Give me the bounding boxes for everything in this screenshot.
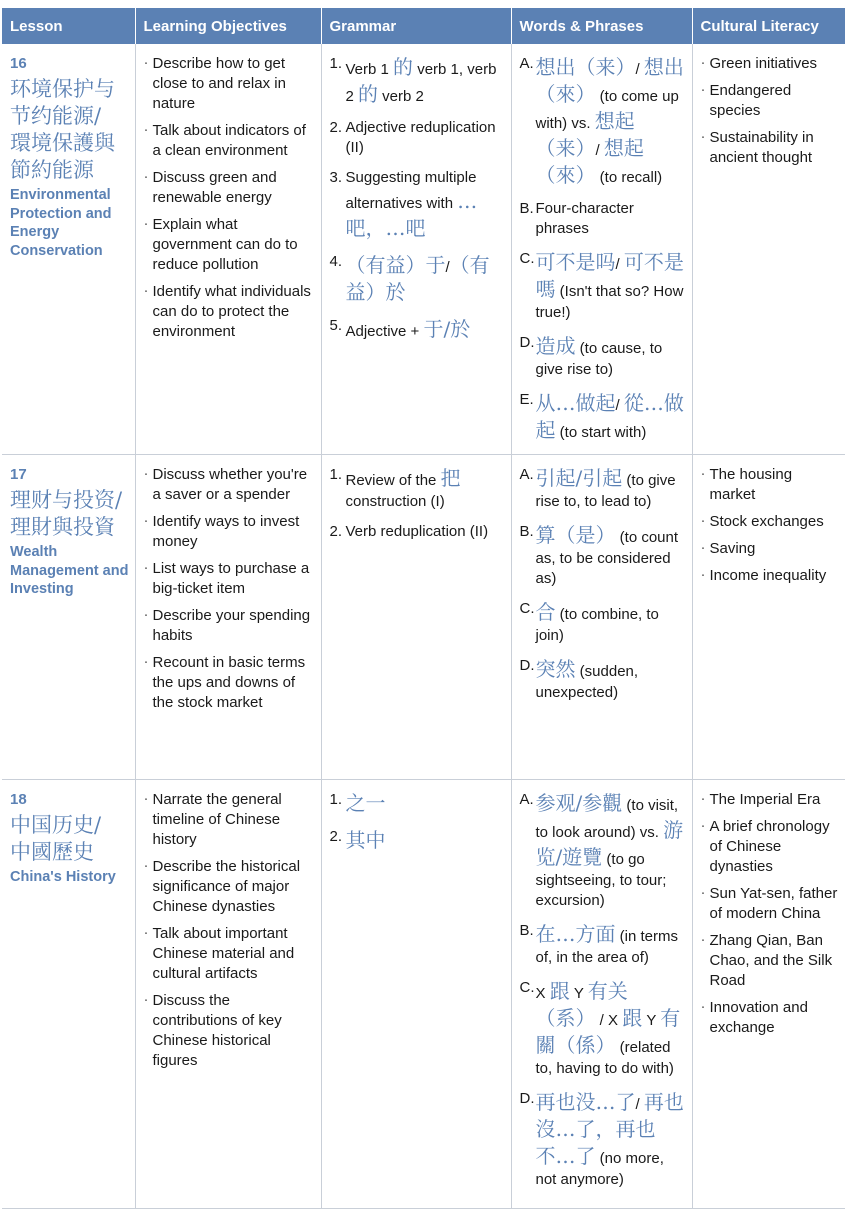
item-marker: E. bbox=[519, 391, 534, 408]
term-text: / bbox=[615, 397, 624, 414]
culture-cell bbox=[692, 780, 845, 1209]
chinese-term: 其中 bbox=[345, 828, 386, 852]
culture-item: · Stock exchanges bbox=[701, 512, 842, 532]
lesson-title-english: Wealth Management and Investing bbox=[10, 544, 129, 597]
culture-item: · A brief chronology of Chinese dynasties bbox=[701, 817, 842, 877]
item-marker: 5. bbox=[329, 317, 343, 334]
chinese-term: …吧，…吧 bbox=[345, 189, 478, 240]
term-text: (to come up with) vs. bbox=[535, 88, 679, 132]
chinese-term: 可不是吗 bbox=[535, 250, 616, 274]
culture-item: · Zhang Qian, Ban Chao, and the Silk Road bbox=[701, 931, 842, 991]
term-text: (to recall) bbox=[595, 169, 663, 186]
term-text: Four-character phrases bbox=[535, 200, 634, 237]
term-text: / bbox=[635, 61, 644, 78]
term-text: (to cause, to give rise to) bbox=[535, 340, 663, 378]
chinese-term: 再也沒…了，再也不…了 bbox=[535, 1090, 684, 1168]
item-marker: 2. bbox=[329, 828, 343, 845]
item-marker: 2. bbox=[329, 523, 343, 540]
word-item bbox=[520, 522, 688, 589]
term-text: Verb 1 bbox=[345, 61, 394, 78]
item-marker: D. bbox=[519, 1090, 535, 1107]
chinese-term: 從…做起 bbox=[535, 391, 684, 442]
objective-item: · Recount in basic terms the ups and downs of the stock market bbox=[144, 653, 317, 713]
objective-item: · Discuss whether you're a saver or a spender bbox=[144, 465, 317, 505]
header-row bbox=[2, 8, 845, 44]
objective-item: · Talk about important Chinese material and cultural artifacts bbox=[144, 924, 317, 984]
grammar-item bbox=[330, 118, 507, 158]
term-text: (to give rise to, to lead to) bbox=[535, 472, 676, 510]
item-marker: C. bbox=[519, 250, 535, 267]
culture-list bbox=[701, 54, 842, 168]
item-marker: D. bbox=[519, 657, 535, 674]
grammar-cell bbox=[321, 455, 511, 780]
word-item bbox=[520, 465, 688, 512]
words-list bbox=[520, 465, 688, 703]
word-item bbox=[520, 54, 688, 189]
lesson-title-english: Environmental Protection and Energy Conservation bbox=[10, 187, 112, 259]
term-text: (to combine, to join) bbox=[535, 606, 659, 644]
term-text: Adjective reduplication (II) bbox=[345, 119, 496, 156]
chinese-term: 合 bbox=[535, 600, 556, 624]
item-marker: 3. bbox=[329, 169, 343, 186]
word-item bbox=[520, 199, 688, 239]
objectives-list bbox=[144, 790, 317, 1071]
lesson-title-simplified: 理财与投资/ bbox=[10, 488, 123, 512]
term-text: Y bbox=[569, 985, 588, 1002]
header-grammar: Grammar bbox=[321, 8, 511, 44]
item-marker: 4. bbox=[329, 253, 343, 270]
grammar-cell bbox=[321, 44, 511, 455]
words-list bbox=[520, 790, 688, 1190]
term-text: (to visit, to look around) vs. bbox=[535, 797, 679, 841]
objective-item: · Describe how to get close to and relax in nature bbox=[144, 54, 317, 114]
term-text: Verb reduplication (II) bbox=[345, 523, 489, 540]
objectives-cell bbox=[135, 44, 321, 455]
item-marker: C. bbox=[519, 600, 535, 617]
objective-item: · Discuss the contributions of key Chinese historical figures bbox=[144, 991, 317, 1071]
word-item bbox=[520, 333, 688, 380]
lesson-cell bbox=[2, 44, 135, 455]
objective-item: · Identify what individuals can do to protect the environment bbox=[144, 282, 317, 342]
grammar-list bbox=[330, 790, 507, 854]
header-words: Words & Phrases bbox=[511, 8, 692, 44]
culture-item: · Saving bbox=[701, 539, 842, 559]
word-item bbox=[520, 599, 688, 646]
lesson-number: 16 bbox=[10, 55, 27, 72]
objective-item: · Narrate the general timeline of Chinese history bbox=[144, 790, 317, 850]
item-marker: C. bbox=[519, 979, 535, 996]
header-culture: Cultural Literacy bbox=[692, 8, 845, 44]
words-list bbox=[520, 54, 688, 444]
item-marker: 2. bbox=[329, 119, 343, 136]
chinese-term: 参观/参觀 bbox=[535, 791, 623, 815]
syllabus-table bbox=[2, 8, 845, 1209]
chinese-term: 再也没…了 bbox=[535, 1090, 636, 1114]
lesson-row bbox=[2, 44, 845, 455]
item-marker: B. bbox=[519, 523, 534, 540]
lesson-title-english: China's History bbox=[10, 869, 116, 885]
chinese-term: 有关（系） bbox=[535, 979, 628, 1030]
lesson-number: 17 bbox=[10, 466, 27, 483]
chinese-term: 的 bbox=[393, 55, 414, 79]
term-text: (in terms of, in the area of) bbox=[535, 928, 679, 966]
word-item bbox=[520, 249, 688, 323]
lesson-title-traditional: 理財與投資 bbox=[10, 515, 115, 539]
item-marker: D. bbox=[519, 334, 535, 351]
term-text: Suggesting multiple alternatives with bbox=[345, 169, 477, 212]
term-text: X bbox=[535, 985, 550, 1002]
term-text: construction (I) bbox=[345, 493, 445, 510]
culture-item: · Income inequality bbox=[701, 566, 842, 586]
culture-cell bbox=[692, 44, 845, 455]
item-marker: A. bbox=[519, 55, 534, 72]
grammar-item bbox=[330, 790, 507, 817]
term-text: / bbox=[615, 256, 624, 273]
chinese-term: 有關（係） bbox=[535, 1006, 681, 1057]
word-item bbox=[520, 656, 688, 703]
item-marker: B. bbox=[519, 922, 534, 939]
word-item bbox=[520, 1089, 688, 1190]
lesson-title-traditional: 環境保護與節約能源 bbox=[10, 131, 115, 182]
objective-item: · List ways to purchase a big-ticket item bbox=[144, 559, 317, 599]
words-cell bbox=[511, 455, 692, 780]
word-item bbox=[520, 790, 688, 911]
chinese-term: 想起（來） bbox=[535, 136, 644, 187]
chinese-term: 突然 bbox=[535, 657, 576, 681]
culture-item: · The housing market bbox=[701, 465, 842, 505]
words-cell bbox=[511, 44, 692, 455]
chinese-term: 引起/引起 bbox=[535, 466, 623, 490]
culture-item: · Sustainability in ancient thought bbox=[701, 128, 842, 168]
lesson-title-traditional: 中國歷史 bbox=[10, 840, 94, 864]
lesson-row bbox=[2, 455, 845, 780]
word-item bbox=[520, 921, 688, 968]
term-text: (Isn't that so? How true!) bbox=[535, 283, 684, 321]
chinese-term: 游览/遊覽 bbox=[535, 818, 684, 869]
chinese-term: （有益）於 bbox=[345, 253, 490, 304]
term-text: (sudden, unexpected) bbox=[535, 663, 639, 701]
grammar-item bbox=[330, 522, 507, 542]
lesson-title-simplified: 中国历史/ bbox=[10, 813, 102, 837]
culture-item: · Sun Yat-sen, father of modern China bbox=[701, 884, 842, 924]
objective-item: · Describe the historical significance of major Chinese dynasties bbox=[144, 857, 317, 917]
culture-cell bbox=[692, 455, 845, 780]
item-marker: 1. bbox=[329, 791, 343, 808]
objectives-list bbox=[144, 54, 317, 342]
objective-item: · Talk about indicators of a clean environment bbox=[144, 121, 317, 161]
chinese-term: 想起（来） bbox=[535, 109, 635, 160]
chinese-term: 把 bbox=[440, 466, 461, 490]
item-marker: 1. bbox=[329, 55, 343, 72]
objective-item: · Discuss green and renewable energy bbox=[144, 168, 317, 208]
grammar-item bbox=[330, 252, 507, 306]
word-item bbox=[520, 978, 688, 1079]
term-text: / bbox=[635, 1096, 644, 1113]
term-text: (to go sightseeing, to tour; excursion) bbox=[535, 851, 667, 909]
culture-list bbox=[701, 790, 842, 1038]
item-marker: A. bbox=[519, 466, 534, 483]
item-marker: B. bbox=[519, 200, 534, 217]
grammar-item bbox=[330, 54, 507, 108]
term-text: (no more, not anymore) bbox=[535, 1150, 664, 1188]
term-text: verb 2 bbox=[378, 88, 424, 105]
culture-item: · The Imperial Era bbox=[701, 790, 842, 810]
lesson-cell bbox=[2, 455, 135, 780]
chinese-term: 想出（来） bbox=[535, 55, 636, 79]
words-cell bbox=[511, 780, 692, 1209]
lesson-cell bbox=[2, 780, 135, 1209]
culture-item: · Green initiatives bbox=[701, 54, 842, 74]
grammar-item bbox=[330, 316, 507, 343]
header-objectives: Learning Objectives bbox=[135, 8, 321, 44]
grammar-cell bbox=[321, 780, 511, 1209]
term-text: / bbox=[445, 259, 450, 276]
grammar-item bbox=[330, 465, 507, 512]
grammar-item bbox=[330, 168, 507, 242]
word-item bbox=[520, 390, 688, 444]
term-text: verb 1, verb 2 bbox=[345, 61, 497, 105]
header-lesson: Lesson bbox=[2, 8, 135, 44]
chinese-term: 跟 bbox=[622, 1006, 643, 1030]
objectives-cell bbox=[135, 455, 321, 780]
objectives-cell bbox=[135, 780, 321, 1209]
chinese-term: 于/於 bbox=[423, 317, 471, 341]
culture-item: · Endangered species bbox=[701, 81, 842, 121]
chinese-term: 想出（來） bbox=[535, 55, 684, 106]
term-text: Adjective + bbox=[345, 323, 424, 340]
objective-item: · Explain what government can do to reduce pollution bbox=[144, 215, 317, 275]
objectives-list bbox=[144, 465, 317, 713]
grammar-item bbox=[330, 827, 507, 854]
lesson-title-simplified: 环境保护与节约能源/ bbox=[10, 77, 115, 128]
chinese-term: （有益）于 bbox=[345, 253, 446, 277]
culture-item: · Innovation and exchange bbox=[701, 998, 842, 1038]
chinese-term: 跟 bbox=[549, 979, 570, 1003]
term-text: (to start with) bbox=[555, 424, 647, 441]
culture-list bbox=[701, 465, 842, 586]
grammar-list bbox=[330, 54, 507, 343]
chinese-term: 之一 bbox=[345, 791, 386, 815]
item-marker: 1. bbox=[329, 466, 343, 483]
chinese-term: 算（是） bbox=[535, 523, 616, 547]
lesson-row bbox=[2, 780, 845, 1209]
chinese-term: 的 bbox=[358, 82, 379, 106]
chinese-term: 从…做起 bbox=[535, 391, 616, 415]
chinese-term: 造成 bbox=[535, 334, 576, 358]
item-marker: A. bbox=[519, 791, 534, 808]
term-text: / X bbox=[595, 1012, 623, 1029]
chinese-term: 可不是嗎 bbox=[535, 250, 684, 301]
lesson-number: 18 bbox=[10, 791, 27, 808]
term-text: (related to, having to do with) bbox=[535, 1039, 674, 1077]
chinese-term: 在…方面 bbox=[535, 922, 616, 946]
objective-item: · Identify ways to invest money bbox=[144, 512, 317, 552]
objective-item: · Describe your spending habits bbox=[144, 606, 317, 646]
term-text: / bbox=[595, 142, 604, 159]
term-text: (to count as, to be considered as) bbox=[535, 529, 679, 587]
term-text: Y bbox=[642, 1012, 661, 1029]
term-text: Review of the bbox=[345, 472, 441, 489]
grammar-list bbox=[330, 465, 507, 542]
